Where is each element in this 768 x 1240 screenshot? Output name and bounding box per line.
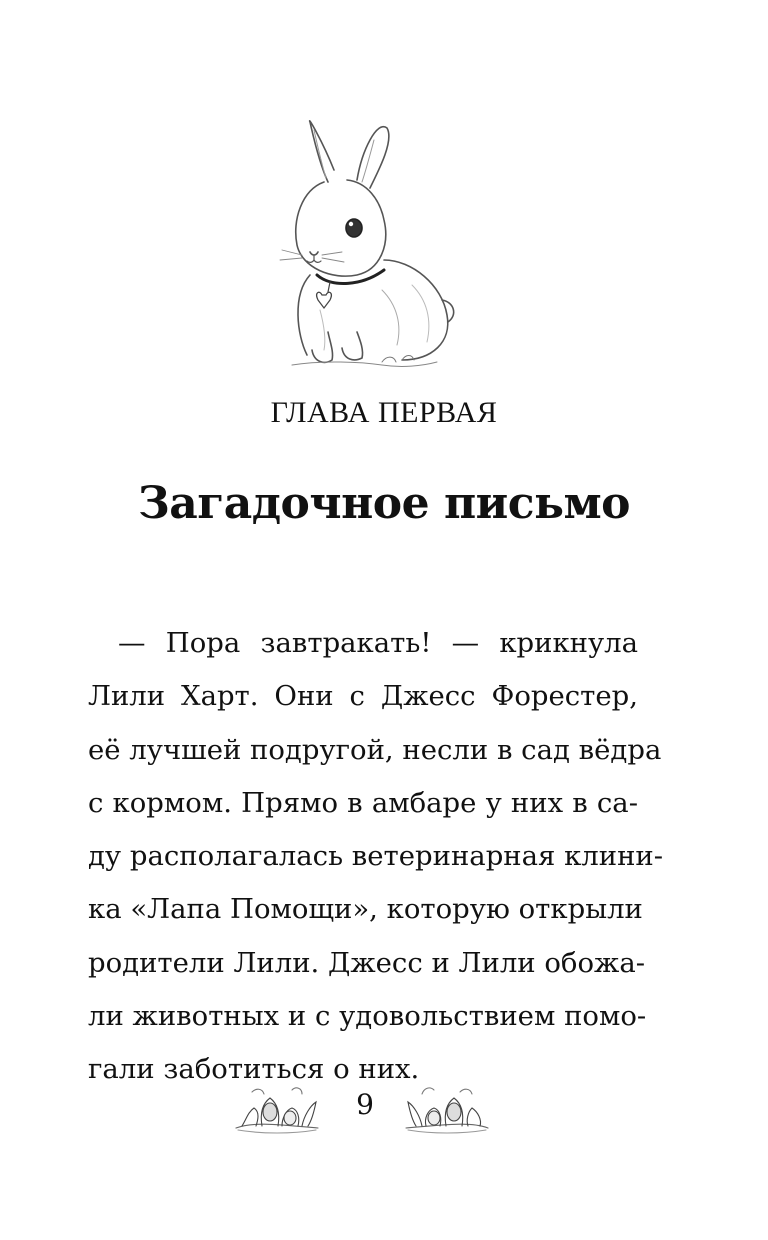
body-line: гали заботиться о них. bbox=[88, 1053, 420, 1086]
mushroom-ornament-icon bbox=[402, 1082, 492, 1136]
page-footer bbox=[232, 1074, 542, 1144]
body-line: ка «Лапа Помощи», которую открыли bbox=[88, 893, 643, 926]
body-line: ли животных и с удовольствием помо- bbox=[88, 1000, 647, 1033]
body-text bbox=[88, 617, 664, 1097]
bunny-illustration bbox=[262, 110, 472, 375]
chapter-label: ГЛАВА ПЕРВАЯ bbox=[270, 396, 498, 429]
body-line: с кормом. Прямо в амбаре у них в са- bbox=[88, 786, 638, 819]
body-line: Лили Харт. Они с Джесс Форестер, bbox=[88, 680, 638, 713]
body-line: ду располагалась ветеринарная клини- bbox=[88, 840, 664, 873]
chapter-title: Загадочное письмо bbox=[137, 478, 631, 529]
mushroom-ornament-icon bbox=[232, 1082, 322, 1136]
body-line: родители Лили. Джесс и Лили обожа- bbox=[88, 946, 646, 979]
body-line: — Пора завтракать! — крикнула bbox=[118, 627, 638, 659]
page-number: 9 bbox=[356, 1088, 374, 1121]
body-line: её лучшей подругой, несли в сад вёдра bbox=[88, 733, 662, 766]
